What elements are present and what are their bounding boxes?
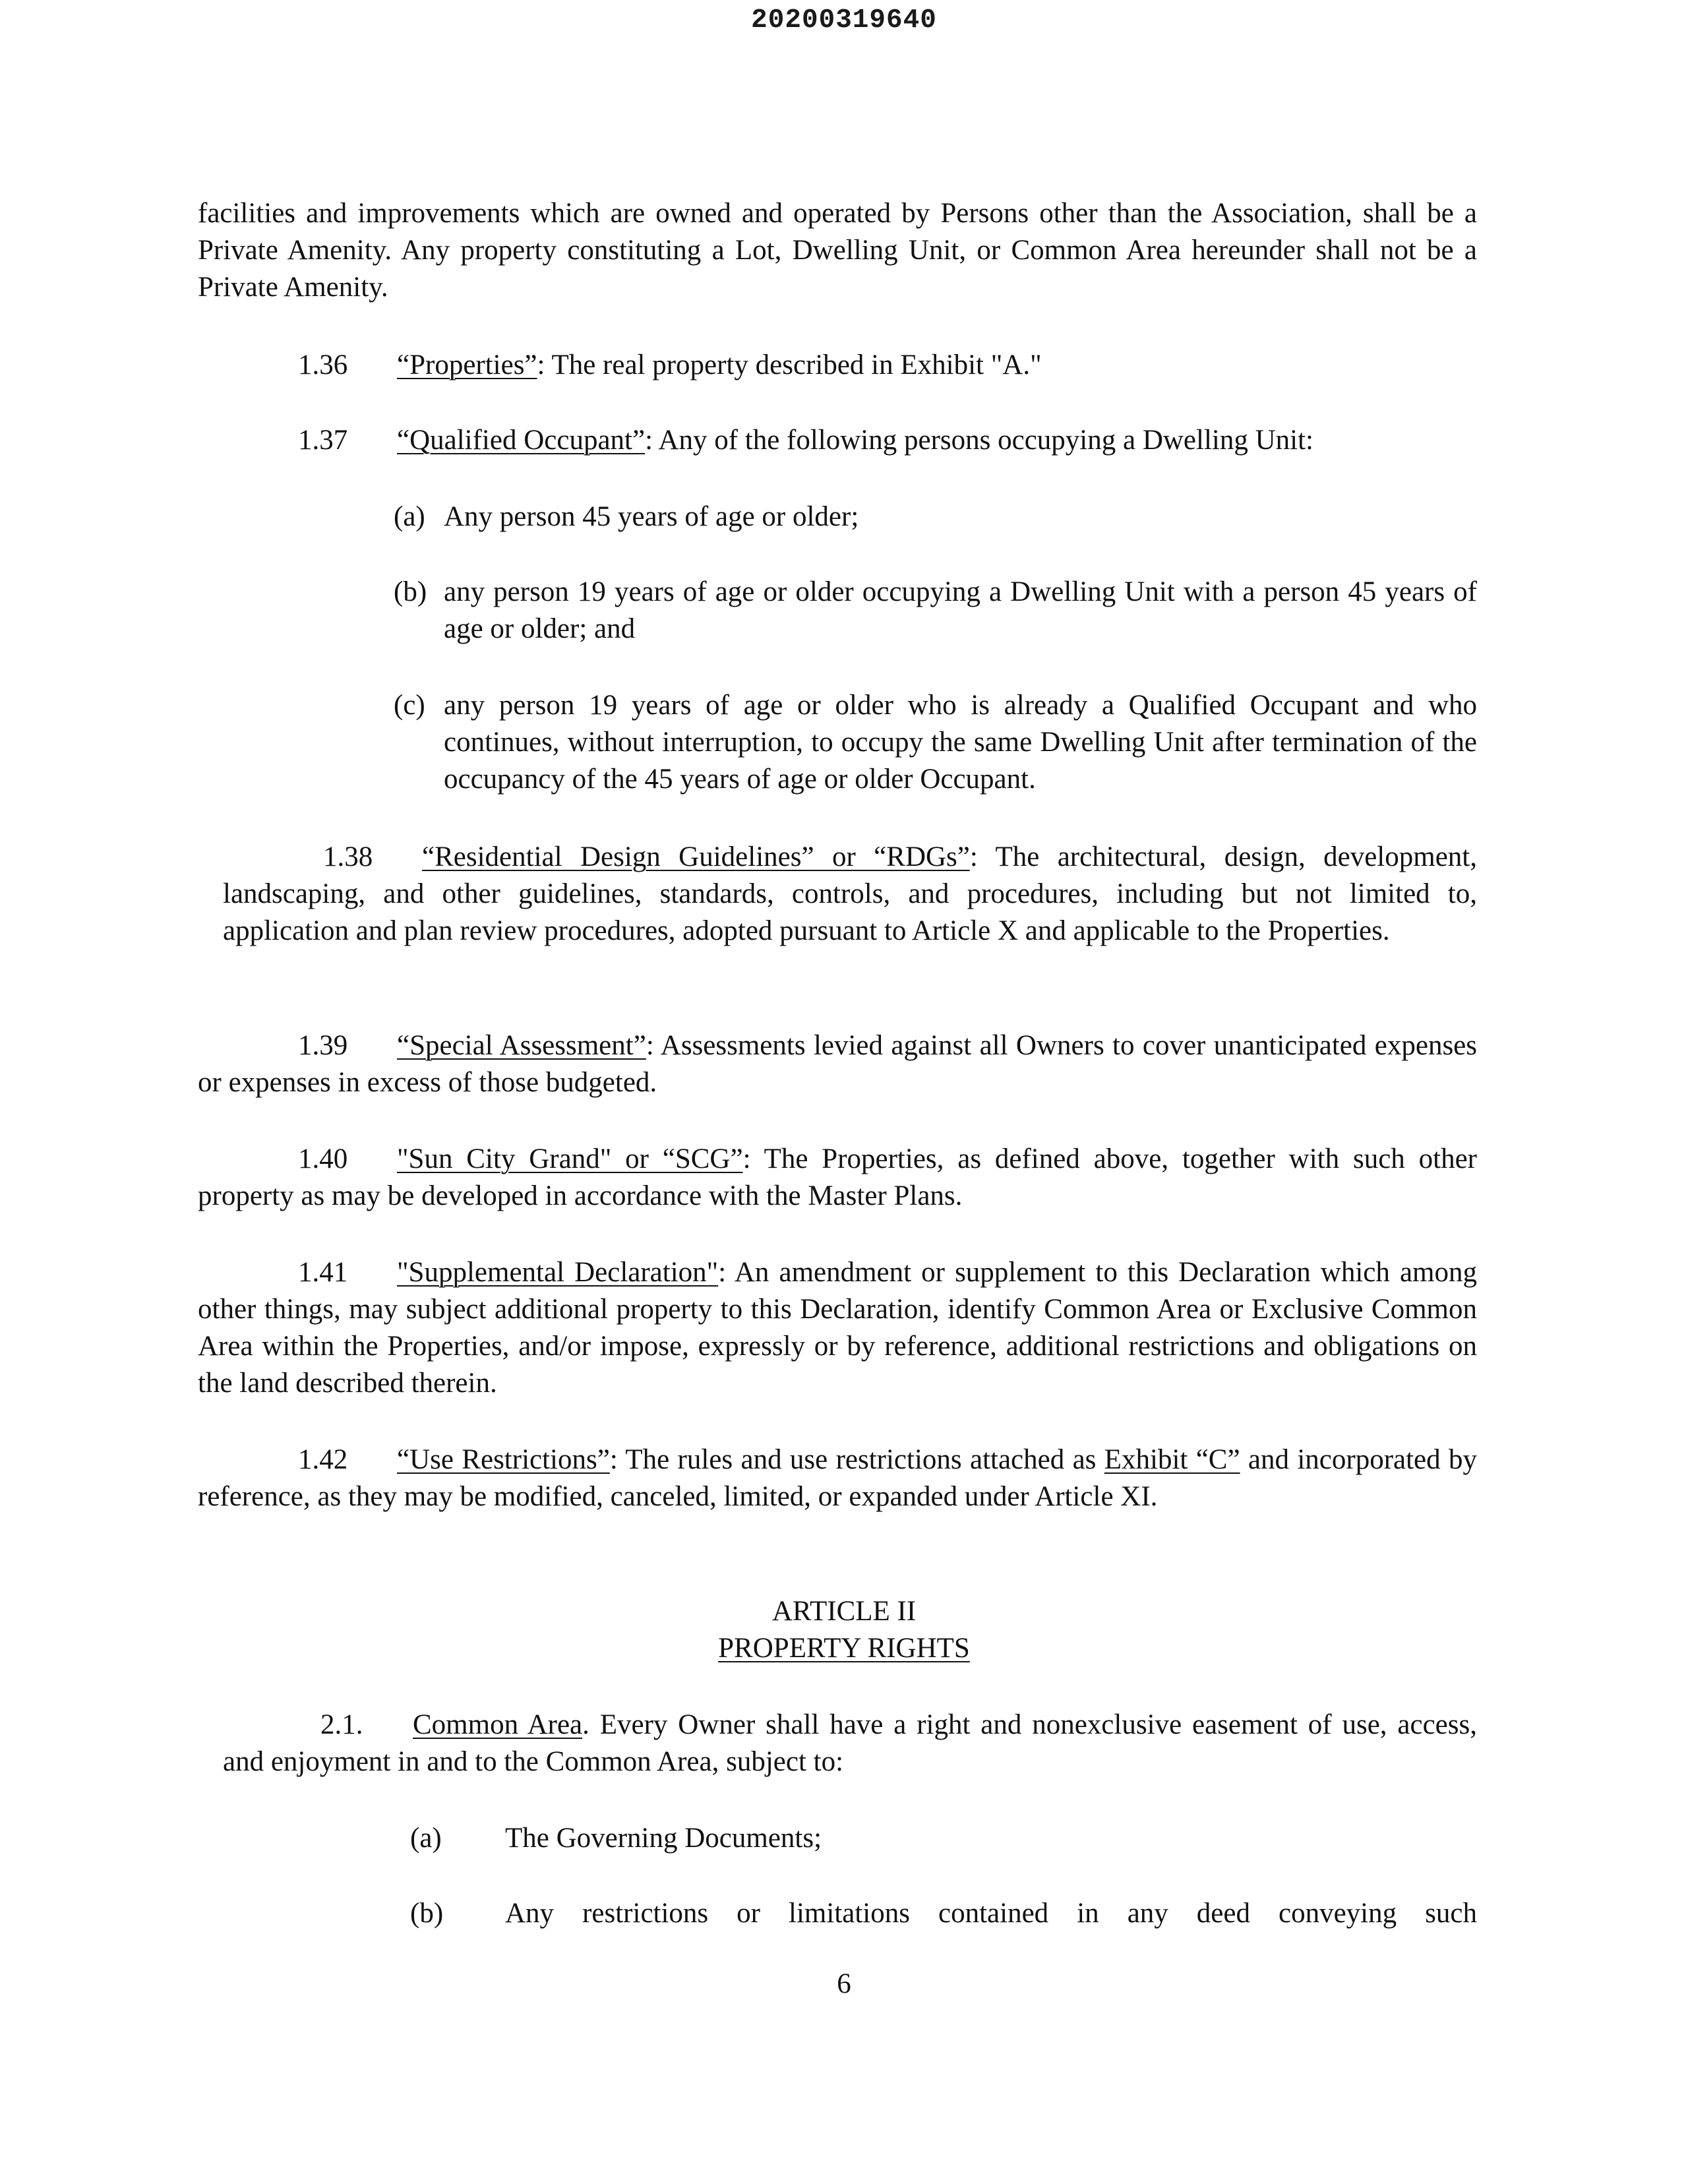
definition-text-continued: and incorporated by reference, as they may be modified, canceled, limited, or expanded under Article XI.	[198, 1444, 1477, 1512]
list-item	[394, 499, 1477, 535]
list-text: any person 19 years of age or older who is already a Qualified Occupant and who continues, without interruption, to occupy the same Dwelling Unit after termination of the occupancy of the 45 years of age or older Occupant.	[444, 690, 1477, 795]
definition-text: : Assessments levied against all Owners to cover unanticipated expenses or expenses in excess of those budgeted.	[198, 1030, 1477, 1098]
definition-number: 1.36	[298, 349, 348, 380]
definition-1-38	[223, 839, 1477, 950]
list-text: any person 19 years of age or older occupying a Dwelling Unit with a person 45 years of age or older; and	[444, 576, 1477, 644]
definition-number: 1.42	[298, 1444, 348, 1475]
list-label: (a)	[410, 1823, 442, 1854]
definition-1-36	[298, 347, 1477, 384]
list-label: (c)	[394, 690, 425, 721]
list-item	[410, 1820, 1477, 1857]
definition-1-37	[298, 422, 1477, 459]
list-text: Any restrictions or limitations contained in any deed conveying such	[505, 1898, 1477, 1929]
definition-text: : An amendment or supplement to this Declaration which among other things, may subject additional property to this Declaration, identify Common Area or Exclusive Common Area within the Properties, and/or impose, expressly or by reference, additional restrictions and obligations on the land described therein.	[198, 1257, 1477, 1399]
page-number: 6	[837, 1968, 851, 1999]
recording-number: 20200319640	[751, 5, 937, 36]
definition-1-39	[198, 1027, 1477, 1101]
definition-text: : The Properties, as defined above, together with such other property as may be developed in accordance with the Master Plans.	[198, 1143, 1477, 1211]
definition-number: 1.41	[298, 1257, 348, 1288]
definition-text: : Any of the following persons occupying a Dwelling Unit:	[645, 425, 1314, 456]
list-label: (a)	[394, 501, 425, 532]
article-subtitle-text: PROPERTY RIGHTS	[718, 1633, 970, 1664]
article-subtitle	[0, 1630, 1688, 1667]
section-term: Common Area	[413, 1709, 583, 1740]
section-2-1	[223, 1707, 1477, 1780]
intro-paragraph: facilities and improvements which are owned and operated by Persons other than the Association, shall be a Private Amenity. Any property constituting a Lot, Dwelling Unit, or Common Area hereunder shall not be a Private Amenity.	[198, 198, 1477, 303]
definition-number: 1.40	[298, 1143, 348, 1174]
definition-1-42	[198, 1441, 1477, 1515]
definition-term: “Qualified Occupant”	[397, 425, 646, 456]
definition-text: : The real property described in Exhibit "A."	[537, 349, 1042, 380]
section-text: . Every Owner shall have a right and nonexclusive easement of use, access, and enjoyment in and to the Common Area, subject to:	[223, 1709, 1477, 1777]
definition-1-41	[198, 1254, 1477, 1402]
list-text: The Governing Documents;	[505, 1823, 822, 1854]
list-label: (b)	[410, 1898, 444, 1929]
list-label: (b)	[394, 576, 427, 607]
definition-term: “Use Restrictions”	[397, 1444, 610, 1475]
definition-1-40	[198, 1141, 1477, 1215]
definition-text: : The architectural, design, development, landscaping, and other guidelines, standards, controls, and procedures, including but not limited to, application and plan review procedures, adopted pursuant to Article X and applicable to the Properties.	[223, 841, 1477, 946]
definition-number: 1.37	[298, 425, 348, 456]
article-title: ARTICLE II	[771, 1596, 917, 1627]
definition-term: “Special Assessment”	[397, 1030, 646, 1061]
list-item	[394, 687, 1477, 798]
definition-number: 1.38	[323, 841, 373, 872]
section-number: 2.1.	[320, 1709, 363, 1740]
exhibit-reference: Exhibit “C”	[1104, 1444, 1240, 1475]
definition-term: “Residential Design Guidelines” or “RDGs”	[422, 841, 970, 872]
list-text: Any person 45 years of age or older;	[444, 501, 859, 532]
list-item	[410, 1895, 1477, 1932]
list-item	[394, 574, 1477, 648]
definition-number: 1.39	[298, 1030, 348, 1061]
definition-term: “Properties”	[397, 349, 537, 380]
definition-text: : The rules and use restrictions attached as	[609, 1444, 1104, 1475]
definition-term: "Supplemental Declaration"	[397, 1257, 719, 1288]
definition-term: "Sun City Grand" or “SCG”	[397, 1143, 743, 1174]
